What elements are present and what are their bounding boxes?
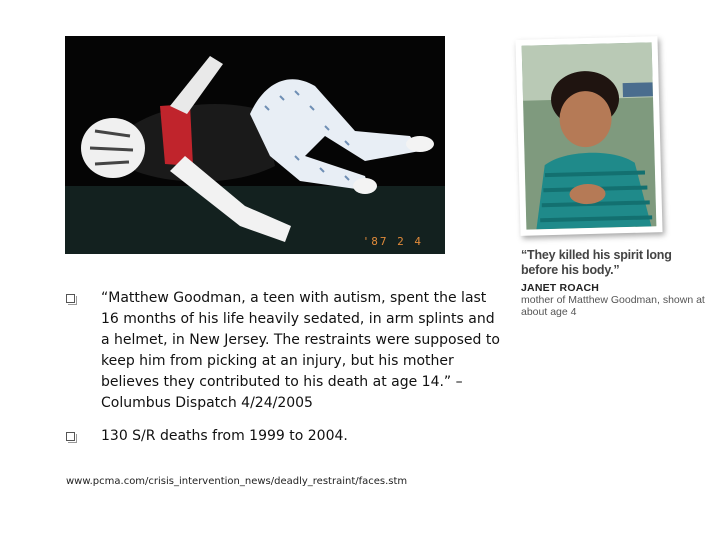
restrained-person-illustration	[65, 36, 445, 254]
list-item	[66, 426, 506, 447]
bullet-text: 130 S/R deaths from 1999 to 2004.	[101, 428, 348, 444]
bullet-text: “Matthew Goodman, a teen with autism, spent the last 16 months of his life heavily sedated, in arm splints and a helmet, in New Jersey. The restraints were supposed to keep him from picking at an injury, but his mother believes they contributed to his death at age 14.” – Columbus Dispatch 4/24/2005	[101, 290, 500, 411]
photo-date-stamp: '87 2 4	[362, 235, 423, 248]
caption-description: mother of Matthew Goodman, shown at about age 4	[521, 294, 705, 318]
caption-quote: “They killed his spirit long before his body.”	[521, 248, 672, 277]
inset-photo	[515, 36, 662, 236]
list-item	[66, 288, 506, 414]
child-portrait-illustration	[522, 42, 657, 229]
photo-caption	[521, 248, 711, 318]
child-portrait	[522, 42, 657, 229]
bullet-square-icon	[66, 432, 75, 441]
source-url[interactable]: www.pcma.com/crisis_intervention_news/deadly_restraint/faces.stm	[66, 476, 408, 487]
bullet-square-icon	[66, 294, 75, 303]
caption-name: JANET ROACH	[521, 282, 600, 294]
bullet-list	[66, 288, 506, 459]
main-photo	[65, 36, 445, 254]
